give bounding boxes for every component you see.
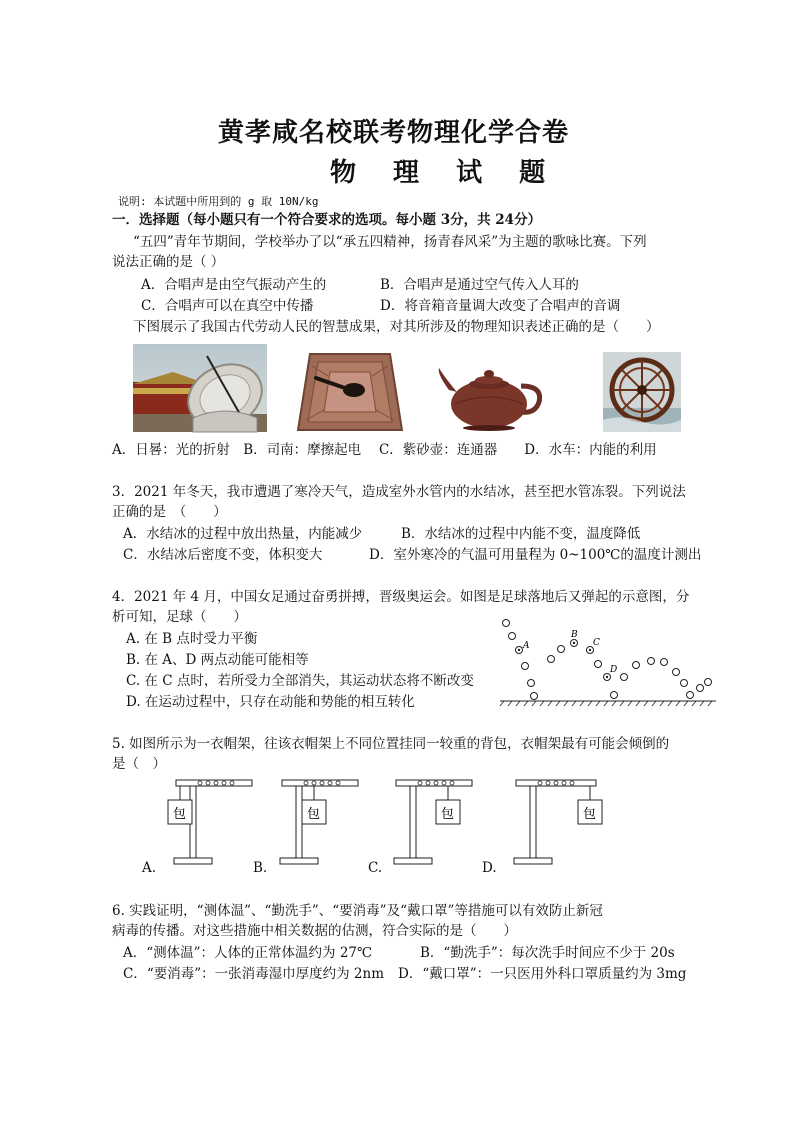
q5-option-d: D.	[482, 860, 497, 876]
q6-option-d: D．“戴口罩”：一只医用外科口罩质量约为 3mg	[398, 966, 687, 982]
q1-option-d: D．将音箱音量调大改变了合唱声的音调	[380, 298, 621, 314]
note-text: 说明: 本试题中所用到的 g 取 10N/kg	[118, 195, 319, 208]
q3-option-c: C．水结冰后密度不变，体积变大	[123, 547, 323, 563]
bouncing-ball-diagram	[494, 615, 718, 707]
q3-option-d: D．室外寒冷的气温可用量程为 0~100℃的温度计测出	[369, 547, 702, 563]
q1-option-b: B．合唱声是通过空气传入人耳的	[380, 277, 579, 293]
q4-option-c: C. 在 C 点时，若所受力全部消失，其运动状态将不断改变	[126, 673, 474, 689]
sundial-image	[133, 344, 267, 432]
teapot-image	[435, 356, 547, 432]
bag-label: 包	[307, 807, 321, 822]
q5-stem-line2: 是（ ）	[112, 756, 166, 772]
q4-option-d: D. 在运动过程中，只存在动能和势能的相互转化	[126, 694, 415, 710]
q5-option-c: C.	[368, 860, 383, 876]
q6-stem-line1: 6. 实践证明，“测体温”、“勤洗手”、“要消毒”及“戴口罩”等措施可以有效防止新冠	[112, 903, 603, 919]
q2-options: A．日晷：光的折射 B．司南：摩擦起电 C．紫砂壶：连通器 D．水车：内能的利用	[112, 442, 657, 458]
q5-stem-line1: 5. 如图所示为一衣帽架，往该衣帽架上不同位置挂同一较重的背包，衣帽架最有可能会倾倒的	[112, 736, 670, 752]
q4-stem-line1: 4．2021 年 4 月，中国女足通过奋勇拼搏，晋级奥运会。如图是足球落地后又弹起的示意图，分	[112, 589, 690, 605]
page-title: 黄孝咸名校联考物理化学合卷	[218, 118, 570, 148]
coat-rack-d	[514, 778, 614, 870]
label-d: D	[610, 665, 618, 675]
q6-stem-line2: 病毒的传播。对这些措施中相关数据的估测，符合实际的是（ ）	[112, 923, 517, 939]
bag-label: 包	[583, 807, 597, 822]
q4-option-a: A. 在 B 点时受力平衡	[126, 631, 258, 647]
q4-stem-line2: 析可知，足球（ ）	[112, 609, 247, 625]
page-subtitle: 物 理 试 题	[330, 158, 560, 188]
q6-option-a: A．“测体温”：人体的正常体温约为 27℃	[123, 945, 373, 961]
bag-label: 包	[173, 807, 187, 822]
section-heading: 一．选择题（每小题只有一个符合要求的选项。每小题 3分，共 24分）	[112, 212, 542, 228]
label-b: B	[571, 630, 578, 640]
q5-option-b: B.	[253, 860, 268, 876]
q6-option-b: B．“勤洗手”：每次洗手时间应不少于 20s	[420, 945, 675, 961]
label-a: A	[523, 641, 530, 651]
q3-option-a: A．水结冰的过程中放出热量，内能减少	[123, 526, 363, 542]
q1-stem-line2: 说法正确的是（ ）	[112, 254, 225, 270]
q1-option-a: A．合唱声是由空气振动产生的	[141, 277, 327, 293]
q3-option-b: B．水结冰的过程中内能不变，温度降低	[401, 526, 641, 542]
coat-rack-a	[160, 778, 260, 870]
compass-image	[296, 350, 404, 434]
q5-option-a: A.	[142, 860, 157, 876]
q4-option-b: B. 在 A、D 两点动能可能相等	[126, 652, 309, 668]
q3-stem-line1: 3．2021 年冬天，我市遭遇了寒冷天气，造成室外水管内的水结冰，甚至把水管冻裂。下列说法	[112, 484, 686, 500]
label-c: C	[593, 638, 600, 648]
bag-label: 包	[441, 807, 455, 822]
q3-stem-line2: 正确的是 （ ）	[112, 504, 227, 520]
waterwheel-image	[603, 352, 681, 432]
coat-rack-c	[394, 778, 494, 870]
q1-stem-line1: “五四”青年节期间，学校举办了以“承五四精神，扬青春风采”为主题的歌咏比赛。下列	[133, 234, 647, 250]
q6-option-c: C．“要消毒”：一张消毒湿巾厚度约为 2nm	[123, 966, 385, 982]
coat-rack-b	[280, 778, 380, 870]
q1-option-c: C．合唱声可以在真空中传播	[141, 298, 314, 314]
q2-stem: 下图展示了我国古代劳动人民的智慧成果，对其所涉及的物理知识表述正确的是（ ）	[133, 319, 660, 335]
